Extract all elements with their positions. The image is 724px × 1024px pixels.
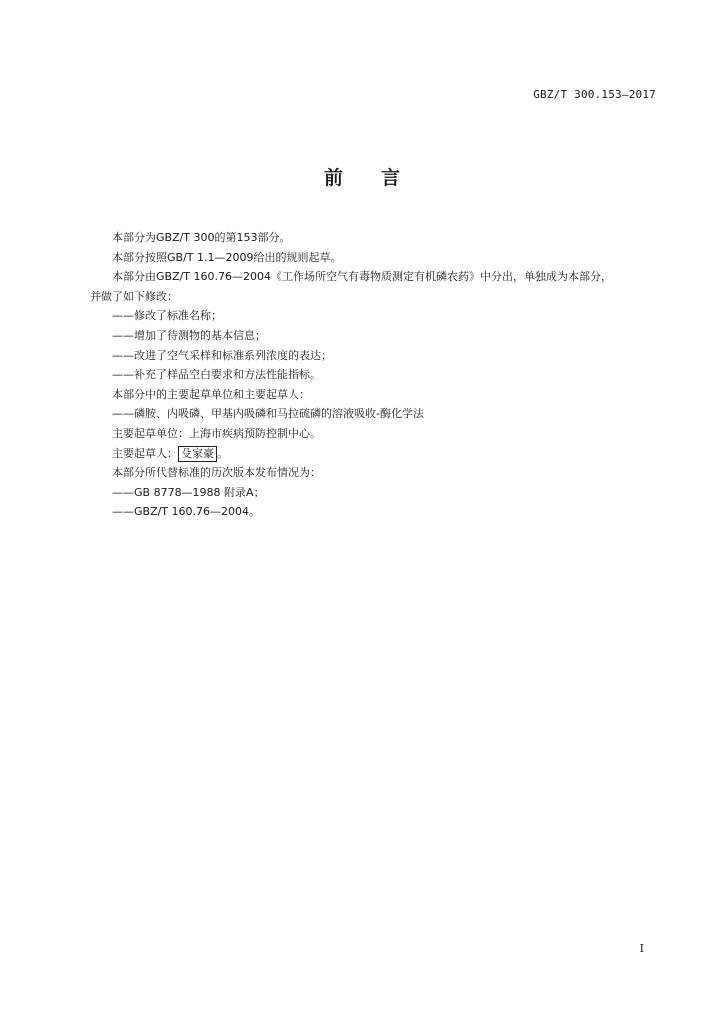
paragraph-origin-continued: 并做了如下修改： (90, 289, 178, 303)
paragraph-origin: 本部分由GBZ/T 160.76—2004《工作场所空气有毒物质测定有机磷农药》中分出，单独成为本部分， (112, 270, 613, 284)
modification-item: ——补充了样品空白要求和方法性能指标。 (112, 368, 321, 382)
page-title (0, 163, 724, 190)
drafters-intro: 本部分中的主要起草单位和主要起草人： (112, 387, 310, 401)
title-char-2: 言 (381, 167, 401, 189)
modification-item: ——改进了空气采样和标准系列浓度的表达； (112, 348, 332, 362)
history-item: ——GBZ/T 160.76—2004。 (112, 505, 261, 519)
title-char-1: 前 (323, 167, 343, 189)
history-intro: 本部分所代替标准的历次版本发布情况为： (112, 466, 321, 480)
modification-item: ——增加了待测物的基本信息； (112, 328, 266, 342)
document-code: GBZ/T 300.153—2017 (533, 88, 656, 101)
paragraph-part-statement: 本部分为GBZ/T 300的第153部分。 (112, 231, 291, 244)
drafting-person (90, 444, 660, 464)
paragraph-drafting-rules: 本部分按照GB/T 1.1—2009给出的规则起草。 (112, 250, 342, 264)
modification-item: ——修改了标准名称； (112, 309, 222, 323)
page-number: I (639, 942, 644, 955)
foreword-body (90, 228, 660, 522)
drafting-person-end: 。 (217, 446, 228, 460)
drafting-unit: 主要起草单位：上海市疾病预防控制中心。 (112, 426, 321, 440)
drafting-person-name: 殳家豪 (178, 446, 217, 462)
method-item: ——磷胺、内吸磷、甲基内吸磷和马拉硫磷的溶液吸收-酶化学法 (112, 407, 424, 421)
drafting-person-label: 主要起草人： (112, 446, 178, 460)
history-item: ——GB 8778—1988 附录A； (112, 485, 265, 499)
